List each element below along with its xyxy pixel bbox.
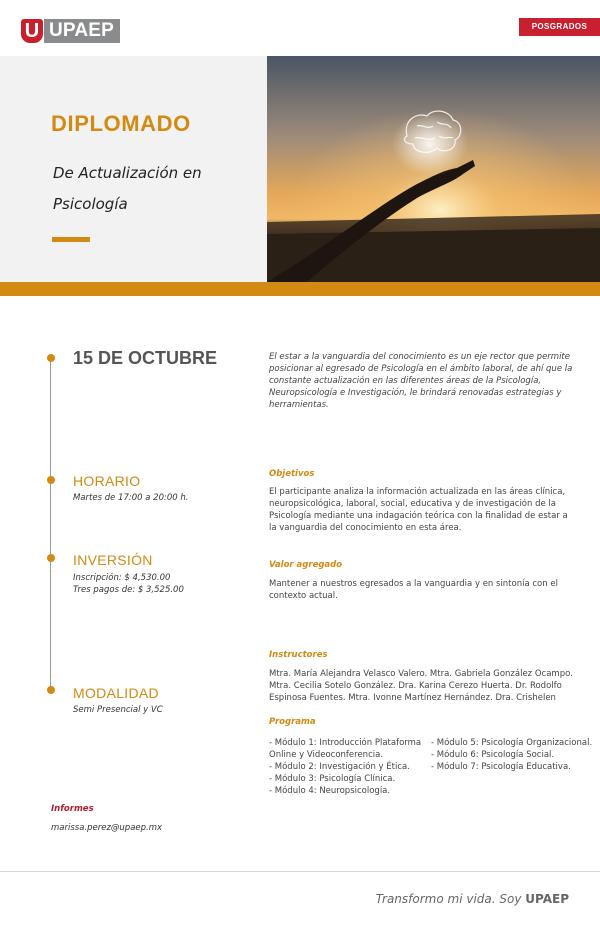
inversion-line-1: Inscripción: $ 4,530.00 [73,573,171,583]
programa-list-left [269,737,429,797]
horario-label: HORARIO [73,473,141,489]
hero-kicker: DIPLOMADO [51,111,191,136]
slogan-brand: UPAEP [525,892,569,906]
programa-item: - Módulo 3: Psicología Clínica. [269,774,396,784]
programa-item: - Módulo 1: Introducción Plataforma [269,738,422,748]
upaep-logo[interactable] [21,18,120,44]
programa-item: Online y Videoconferencia. [269,750,384,760]
footer-divider [0,871,600,872]
horario-value: Martes de 17:00 a 20:00 h. [73,493,189,503]
contact-email-link[interactable]: marissa.perez@upaep.mx [51,823,163,833]
programa-item: - Módulo 2: Investigación y Ética. [269,762,410,772]
logo-mark: U [21,19,43,43]
orange-band [0,282,600,296]
inversion-line-2: Tres pagos de: $ 3,525.00 [73,585,184,595]
programa-item: - Módulo 4: Neuropsicología. [269,786,391,796]
programa-item: - Módulo 7: Psicología Educativa. [431,762,571,772]
instructores-title: Instructores [269,650,328,660]
timeline-dot-date [47,354,55,362]
timeline-dot-modalidad [47,686,55,694]
valor-text: Mantener a nuestros egresados a la vanguardia y en sintonía con el contexto actual. [269,579,558,601]
event-date: 15 DE OCTUBRE [73,348,218,368]
slogan-text: Transformo mi vida. Soy [375,892,522,906]
timeline-dot-horario [47,476,55,484]
modalidad-label: MODALIDAD [73,685,159,701]
programa-title: Programa [269,717,316,727]
posgrados-badge: POSGRADOS [519,18,600,36]
inversion-label: INVERSIÓN [73,552,153,568]
intro-text: El estar a la vanguardia del conocimiento es un eje rector que permite posicionar al egresado de Psicología en el ámbito laboral, de ahí que la constante actualización en las diferentes áreas de la Psicología, Neuropsicología e Investigación, le brindará renovadas estrategias y herramientas. [269,352,573,410]
objetivos-text: El participante analiza la información actualizada en las áreas clínica, neuropsicológica, laboral, social, educativa y de investigación de la Psicología mediante una indagación teórica con la finalidad de estar a la vanguardia del conocimiento en esta área. [269,487,568,533]
hero-photo-brain-hand [267,56,600,282]
programa-item: - Módulo 5: Psicología Organizacional. [431,738,593,748]
modalidad-value: Semi Presencial y VC [73,705,163,715]
instructores-text: Mtra. María Alejandra Velasco Valero. Mtra. Gabriela González Ocampo. Mtra. Cecilia Sotelo González. Dra. Karina Cerezo Huerta. Dr. Rodolfo Espinosa Fuentes. Mtra. Ivonne Martínez Hernández. Dra. Crishelen [269,669,573,703]
hero-divider [52,237,90,242]
informes-title: Informes [51,804,94,814]
programa-item: - Módulo 6: Psicología Social. [431,750,555,760]
footer-slogan [376,892,569,906]
timeline-line [50,358,51,692]
logo-name: UPAEP [44,19,120,43]
objetivos-title: Objetivos [269,469,315,479]
hero-title: De Actualización en Psicología [53,164,202,213]
timeline-dot-inversion [47,554,55,562]
programa-list-right [431,737,596,773]
valor-title: Valor agregado [269,560,343,570]
